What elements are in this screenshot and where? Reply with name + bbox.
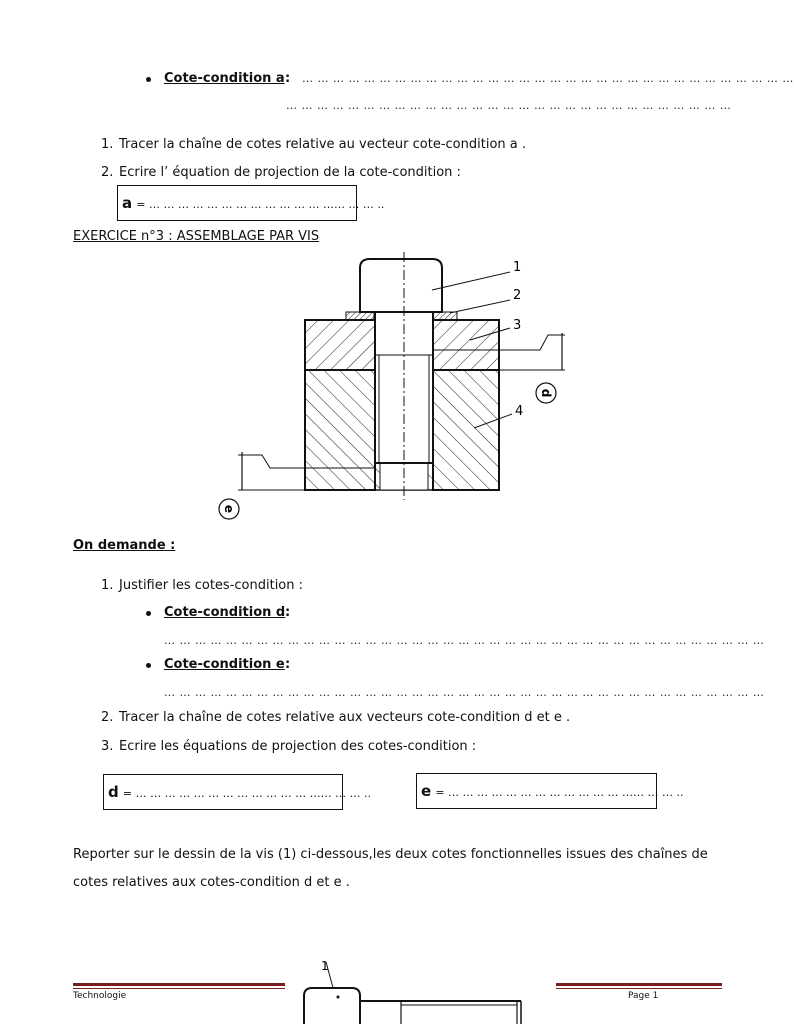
screw-part-label: 1	[321, 959, 329, 973]
question-number: 1.	[101, 578, 114, 593]
part-label-4: 4	[515, 404, 524, 419]
question-text: Justifier les cotes-condition :	[119, 578, 304, 593]
report-text-line1: Reporter sur le dessin de la vis (1) ci-dessous,les deux cotes fonctionnelles issues des chaînes de	[73, 847, 708, 862]
dotted-line: … … … … … … … … … … … … … … … … … … … … … … … … … … … … … … … … … … … … … … …	[164, 634, 765, 647]
footer-rule	[556, 988, 722, 989]
answer-box-d[interactable]	[103, 774, 372, 810]
dotted-line: … … … … … … … … … … … … … … … … … … … … … … … … … … … … …	[286, 99, 732, 112]
colon: :	[285, 605, 291, 620]
question-number: 1.	[101, 137, 114, 152]
question-text: Ecrire les équations de projection des cotes-condition :	[119, 739, 477, 754]
assembly-drawing	[222, 250, 585, 530]
question-number: 2.	[101, 165, 114, 180]
exercise-title: EXERCICE n°3 : ASSEMBLAGE PAR VIS	[73, 229, 320, 244]
answer-box-a[interactable]	[117, 185, 385, 221]
dotted-line: … … … … … … … … … … … … … … … … … … … … … … … … … … … … … … … …	[302, 72, 794, 85]
footer-page-number: Page 1	[628, 991, 659, 1001]
answer-var: e	[421, 782, 432, 800]
colon: :	[285, 657, 291, 672]
bullet	[146, 663, 151, 668]
report-text-line2: cotes relatives aux cotes-condition d et e .	[73, 875, 350, 890]
answer-box-e[interactable]	[416, 773, 684, 809]
footer-rule	[556, 983, 722, 986]
question-number: 2.	[101, 710, 114, 725]
answer-eq: = … … … … … … … … … … … … …… … … ..	[122, 787, 372, 800]
answer-eq: = … … … … … … … … … … … … …… … … ..	[435, 786, 684, 799]
cote-condition-e-label: Cote-condition e	[164, 657, 285, 672]
cote-condition-a-label: Cote-condition a	[164, 71, 285, 86]
screw-drawing	[295, 955, 530, 1024]
answer-eq: = … … … … … … … … … … … … …… … … ..	[136, 198, 385, 211]
question-text: Ecrire l’ équation de projection de la cote-condition :	[119, 165, 461, 180]
dotted-line: … … … … … … … … … … … … … … … … … … … … … … … … … … … … … … … … … … … … … … …	[164, 686, 765, 699]
answer-var: d	[108, 783, 119, 801]
part-label-1: 1	[513, 260, 522, 275]
part-label-2: 2	[513, 288, 522, 303]
bullet	[146, 611, 151, 616]
label-e: e	[222, 504, 236, 514]
footer-rule	[73, 983, 285, 986]
footer-rule	[73, 988, 285, 989]
part-label-3: 3	[513, 318, 522, 333]
question-number: 3.	[101, 739, 114, 754]
cote-condition-d-label: Cote-condition d	[164, 605, 286, 620]
colon: :	[285, 71, 291, 86]
question-text: Tracer la chaîne de cotes relative aux vecteurs cote-condition d et e .	[119, 710, 571, 725]
label-d: d	[539, 388, 553, 398]
bullet	[146, 77, 151, 82]
footer-left: Technologie	[73, 991, 127, 1001]
on-demande-heading: On demande :	[73, 538, 176, 553]
answer-var: a	[122, 194, 133, 212]
question-text: Tracer la chaîne de cotes relative au vecteur cote-condition a .	[119, 137, 527, 152]
